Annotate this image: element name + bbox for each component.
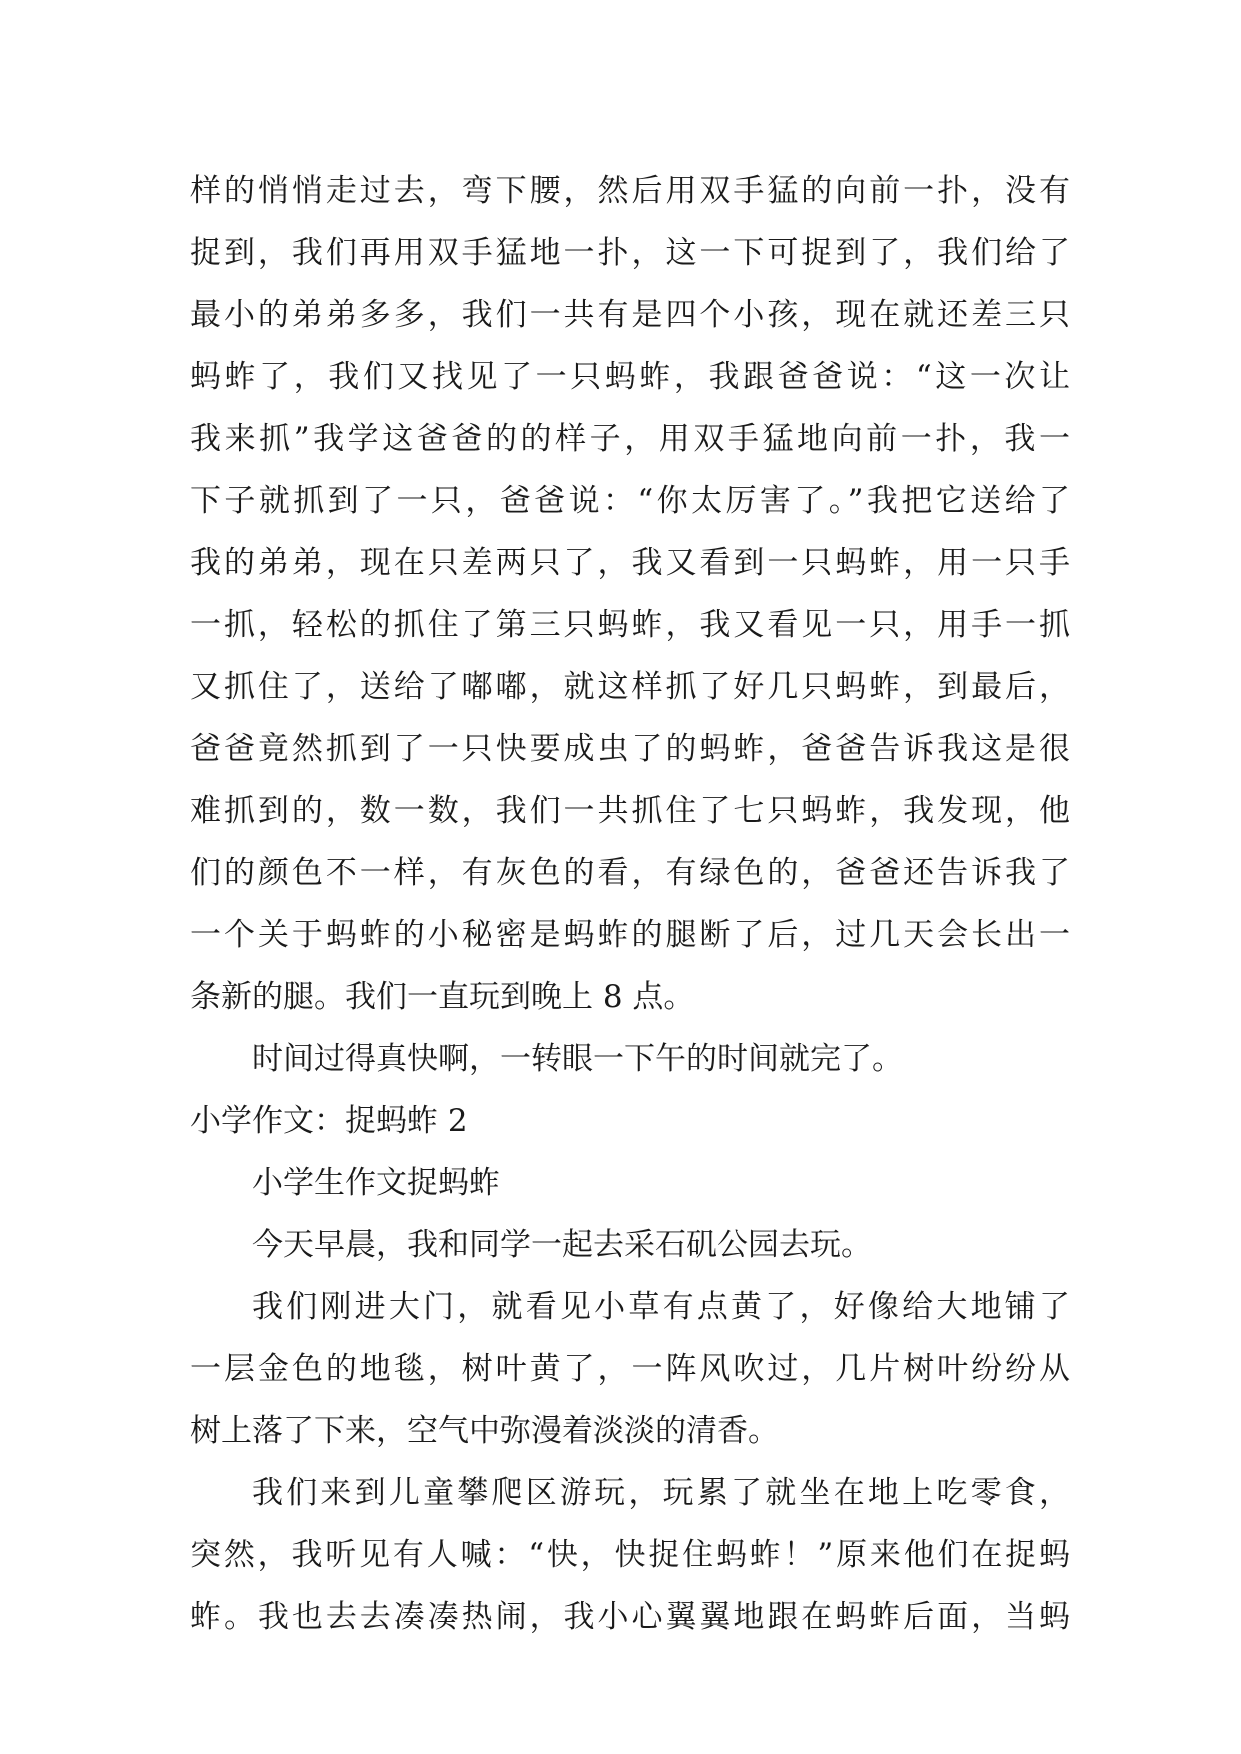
- paragraph-line: 我的弟弟，现在只差两只了，我又看到一只蚂蚱，用一只手: [190, 545, 1070, 581]
- paragraph-line: 样的悄悄走过去，弯下腰，然后用双手猛的向前一扑，没有: [190, 173, 1070, 209]
- paragraph-line: 难抓到的，数一数，我们一共抓住了七只蚂蚱，我发现，他: [190, 793, 1070, 829]
- paragraph-line: 树上落了下来，空气中弥漫着淡淡的清香。: [190, 1413, 779, 1449]
- essay-title: 小学生作文捉蚂蚱: [252, 1165, 500, 1201]
- paragraph-line: 今天早晨，我和同学一起去采石矶公园去玩。: [252, 1227, 872, 1263]
- paragraph-line: 条新的腿。我们一直玩到晚上 8 点。: [190, 979, 695, 1015]
- paragraph-line: 最小的弟弟多多，我们一共有是四个小孩，现在就还差三只: [190, 297, 1070, 333]
- document-body: [190, 160, 1070, 1648]
- paragraph-line: 时间过得真快啊，一转眼一下午的时间就完了。: [252, 1041, 903, 1077]
- paragraph-line: 下子就抓到了一只，爸爸说：“你太厉害了。”我把它送给了: [190, 483, 1070, 519]
- paragraph-line: 一层金色的地毯，树叶黄了，一阵风吹过，几片树叶纷纷从: [190, 1351, 1070, 1387]
- paragraph-line: 捉到，我们再用双手猛地一扑，这一下可捉到了，我们给了: [190, 235, 1070, 271]
- paragraph-line: 一个关于蚂蚱的小秘密是蚂蚱的腿断了后，过几天会长出一: [190, 917, 1070, 953]
- paragraph-line: 又抓住了，送给了嘟嘟，就这样抓了好几只蚂蚱，到最后，: [190, 669, 1070, 705]
- paragraph-line: 突然，我听见有人喊：“快，快捉住蚂蚱！”原来他们在捉蚂: [190, 1537, 1070, 1573]
- paragraph-line: 爸爸竟然抓到了一只快要成虫了的蚂蚱，爸爸告诉我这是很: [190, 731, 1070, 767]
- section-title: 小学作文：捉蚂蚱 2: [190, 1103, 468, 1139]
- paragraph-line: 蚱。我也去去凑凑热闹，我小心翼翼地跟在蚂蚱后面，当蚂: [190, 1599, 1070, 1635]
- paragraph-line: 我们刚进大门，就看见小草有点黄了，好像给大地铺了: [252, 1289, 1070, 1325]
- paragraph-line: 蚂蚱了，我们又找见了一只蚂蚱，我跟爸爸说：“这一次让: [190, 359, 1070, 395]
- paragraph-line: 们的颜色不一样，有灰色的看，有绿色的，爸爸还告诉我了: [190, 855, 1070, 891]
- paragraph-line: 我们来到儿童攀爬区游玩，玩累了就坐在地上吃零食，: [252, 1475, 1070, 1511]
- paragraph-line: 一抓，轻松的抓住了第三只蚂蚱，我又看见一只，用手一抓: [190, 607, 1070, 643]
- paragraph-line: 我来抓”我学这爸爸的的样子，用双手猛地向前一扑，我一: [190, 421, 1070, 457]
